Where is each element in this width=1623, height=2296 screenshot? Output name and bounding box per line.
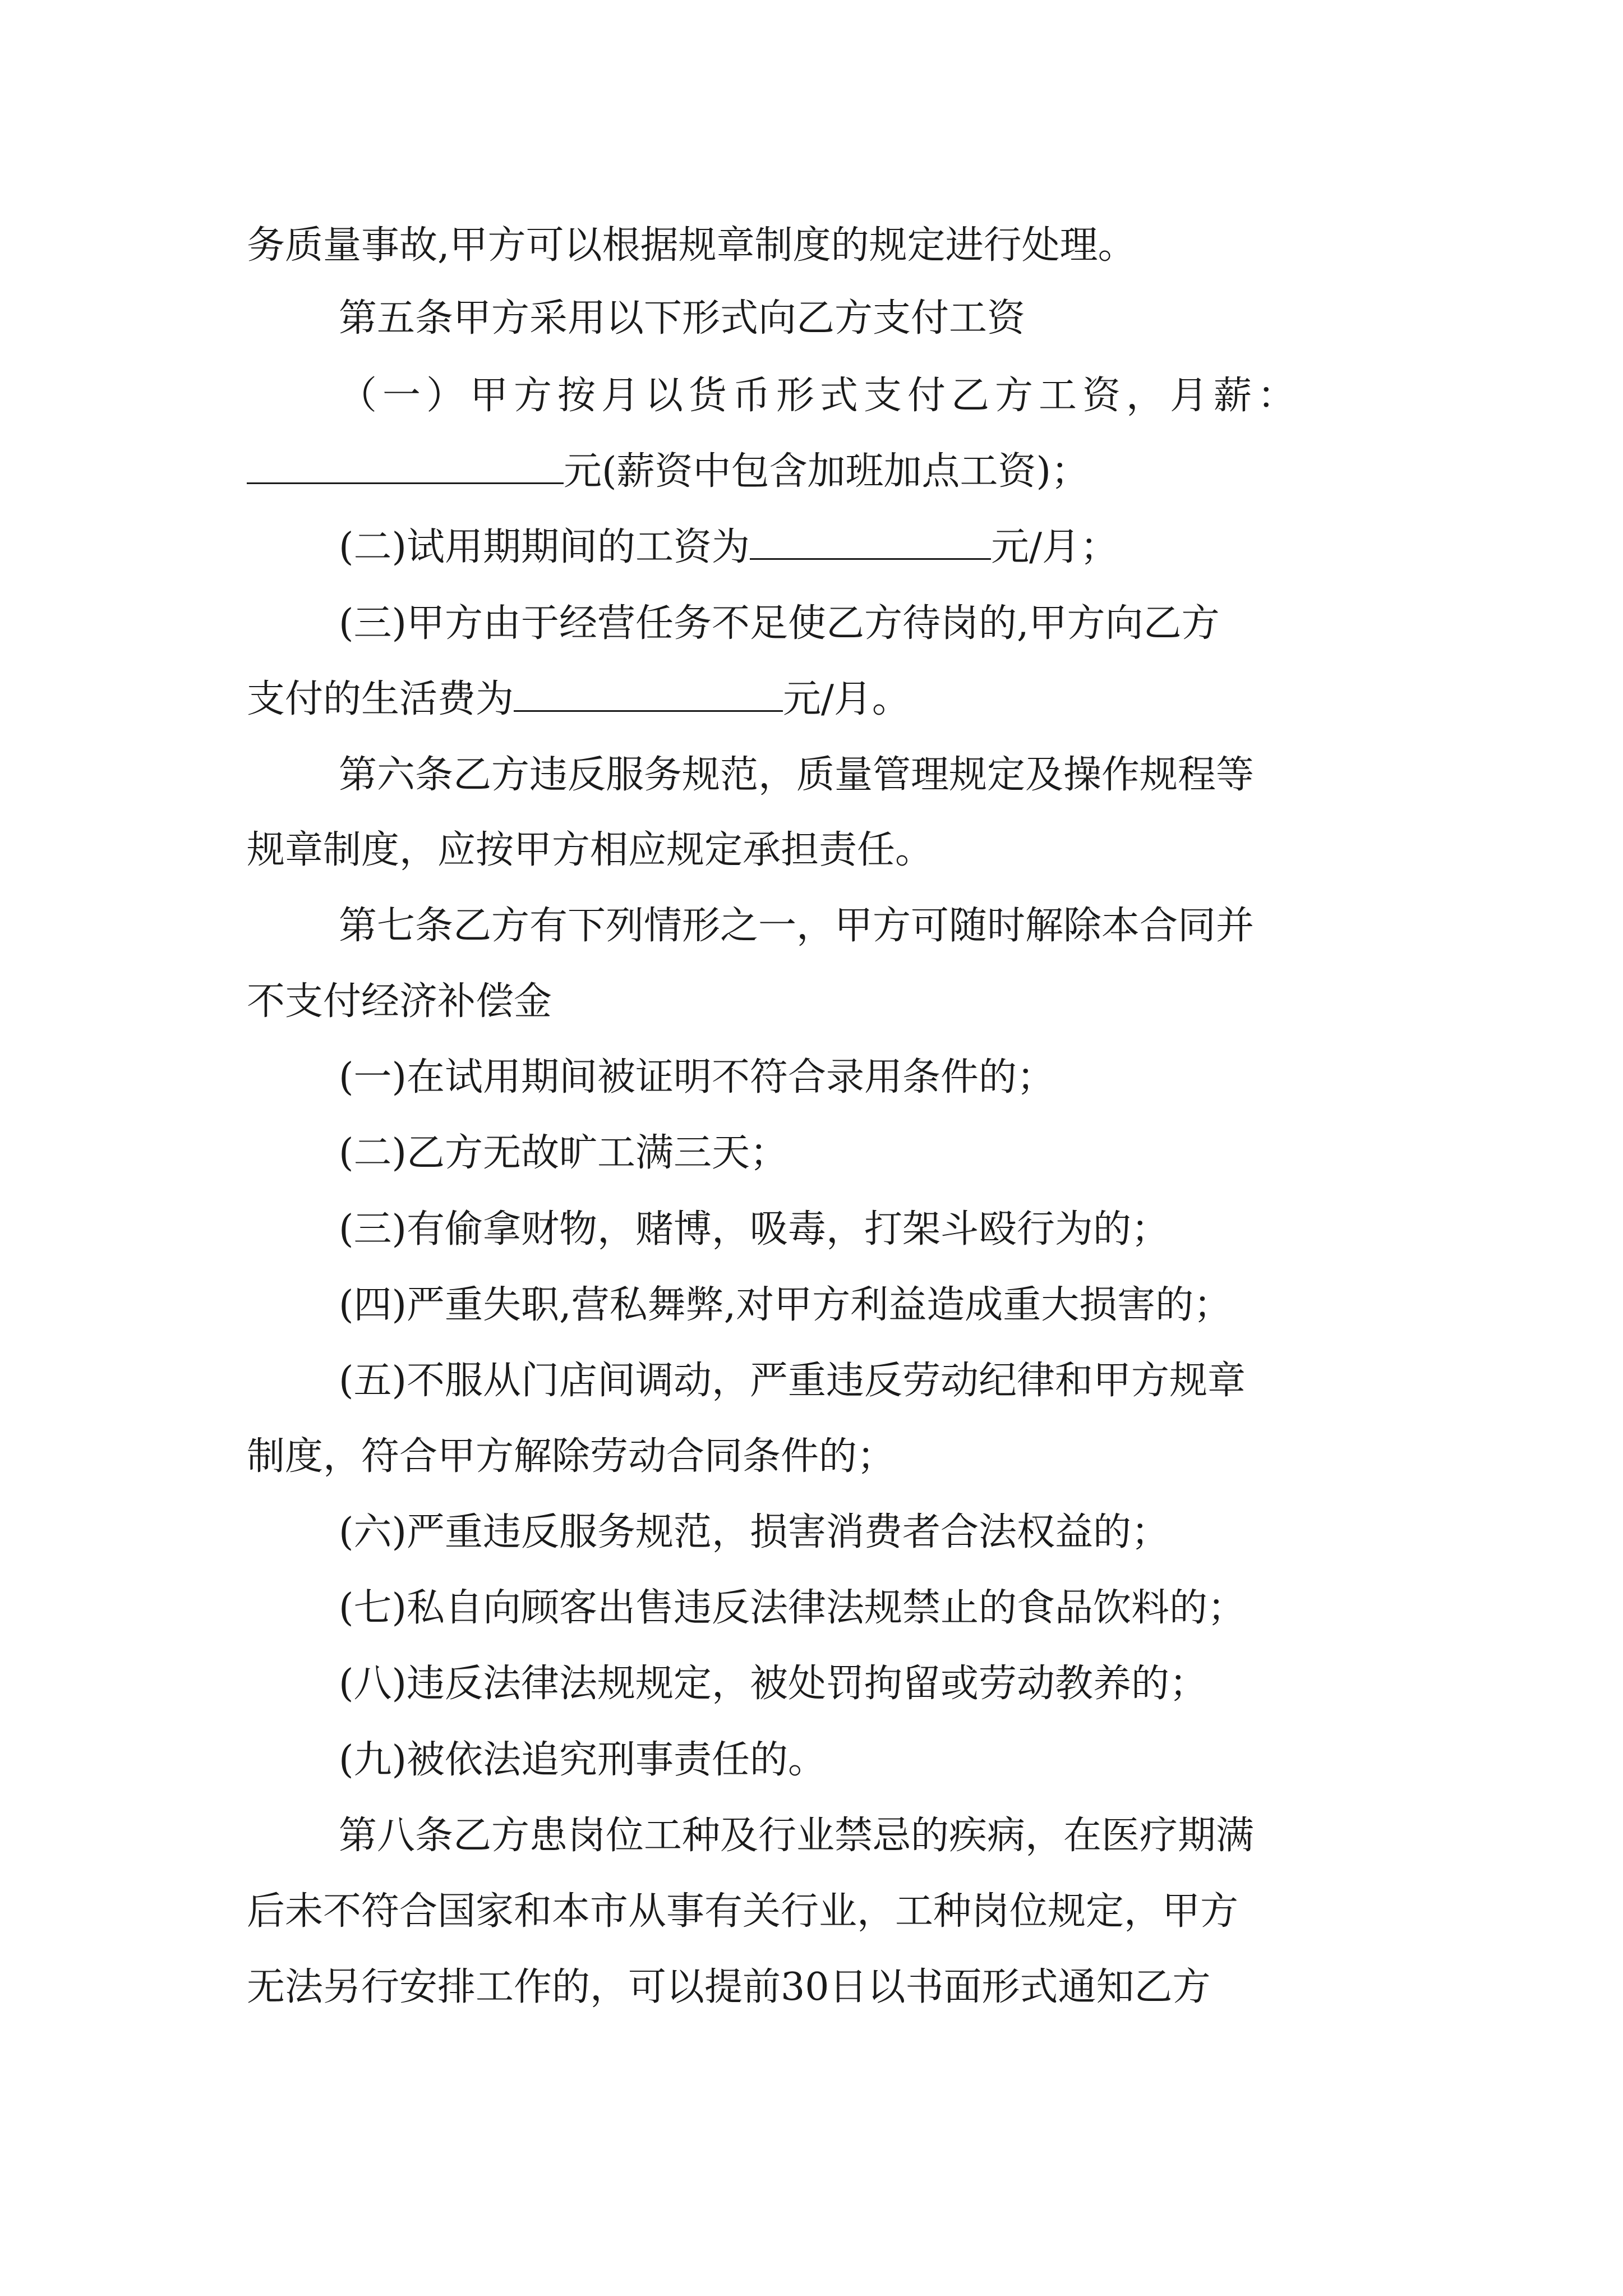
paragraph-line	[339, 522, 1380, 573]
list-item: (八)违反法律法规规定，被处罚拘留或劳动教养的；	[339, 1662, 1208, 1706]
line-text: 元/月；	[991, 525, 1118, 569]
list-item: (四)严重失职,营私舞弊,对甲方利益造成重大损害的；	[339, 1283, 1232, 1327]
line-text: 支付的生活费为	[247, 677, 514, 721]
paragraph-line	[247, 446, 1380, 498]
paragraph-line: 无法另行安排工作的，可以提前30日以书面形式通知乙方	[247, 1965, 1211, 2009]
paragraph-line: 不支付经济补偿金	[247, 979, 552, 1024]
fill-in-blank	[514, 674, 783, 712]
paragraph-line: 后未不符合国家和本市从事有关行业，工种岗位规定，甲方	[247, 1889, 1239, 1934]
article-heading: 第五条甲方采用以下形式向乙方支付工资	[339, 296, 1026, 341]
article-heading: 第七条乙方有下列情形之一，甲方可随时解除本合同并	[339, 904, 1255, 948]
fill-in-blank	[750, 522, 991, 560]
list-item: (三)有偷拿财物，赌博，吸毒，打架斗殴行为的；	[339, 1207, 1170, 1251]
list-item: (二)乙方无故旷工满三天；	[339, 1131, 789, 1175]
article-heading: 第八条乙方患岗位工种及行业禁忌的疾病，在医疗期满	[339, 1814, 1255, 1858]
line-text: (二)试用期期间的工资为	[339, 525, 750, 569]
list-item: (九)被依法追究刑事责任的。	[339, 1738, 827, 1782]
list-item-continuation: 制度，符合甲方解除劳动合同条件的；	[247, 1434, 896, 1479]
paragraph-line: 务质量事故,甲方可以根据规章制度的规定进行处理。	[247, 223, 1136, 268]
paragraph-line	[247, 674, 1380, 725]
list-item: (六)严重违反服务规范，损害消费者合法权益的；	[339, 1510, 1170, 1554]
line-text: 元(薪资中包含加班加点工资)；	[564, 449, 1090, 494]
paragraph-line: (三)甲方由于经营任务不足使乙方待岗的,甲方向乙方	[339, 601, 1220, 646]
list-item: (七)私自向顾客出售违反法律法规禁止的食品饮料的；	[339, 1586, 1246, 1630]
fill-in-blank	[247, 447, 564, 484]
list-item: (五)不服从门店间调动，严重违反劳动纪律和甲方规章	[339, 1359, 1246, 1403]
paragraph-line: （一）甲方按月以货币形式支付乙方工资，月薪：	[339, 374, 1302, 418]
list-item: (一)在试用期间被证明不符合录用条件的；	[339, 1055, 1055, 1099]
line-text: 元/月。	[783, 677, 910, 721]
article-heading: 第六条乙方违反服务规范，质量管理规定及操作规程等	[339, 753, 1255, 797]
paragraph-line: 规章制度，应按甲方相应规定承担责任。	[247, 828, 934, 872]
